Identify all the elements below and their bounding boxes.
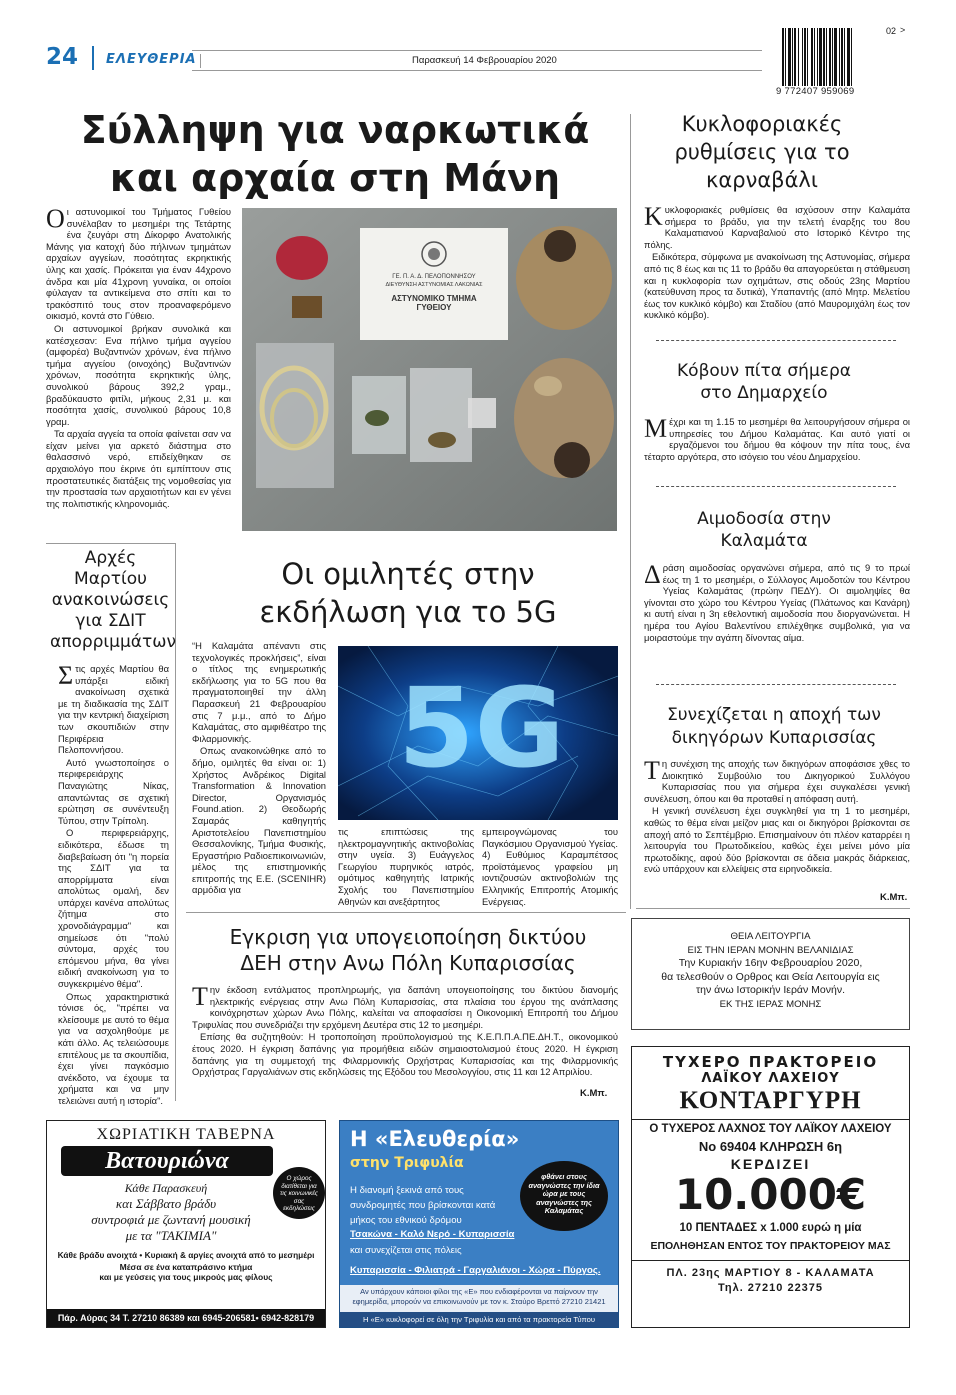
main-headline — [40, 106, 630, 202]
drop-cap: Σ — [58, 661, 74, 690]
barcode-arrow-icon: > — [900, 25, 906, 35]
sdit-headline: Αρχές Μαρτίου ανακοινώσεις για ΣΔΙΤ απορριμμάτων — [50, 548, 176, 652]
deh-signature: Κ.Μπ. — [580, 1088, 608, 1099]
main-headline-line2: και αρχαία στη Μάνη — [109, 156, 561, 200]
g5-image — [338, 646, 618, 820]
g5-right-col: εμπειρογνώμονας του Παγκόσμιου Οργανισμού Υγείας. 4) Ευθύμιος Καραμπέτσος προϊστάμενος γραφείου μη ιοντιζουσών ακτινοβολιών της Ελληνικής Επιτροπής Ατομικής Ενέργειας. — [482, 826, 618, 907]
deh-headline: Εγκριση για υπογειοποίηση δικτύου ΔΕΗ στην Ανω Πόλη Κυπαρισσίας — [229, 925, 587, 975]
lawyers-headline: Συνεχίζεται η αποχή των δικηγόρων Κυπαρισσίας — [667, 705, 881, 748]
page-header — [40, 44, 760, 74]
pita-headline: Κόβουν πίτα σήμερα στο Δημαρχείο — [677, 361, 851, 403]
sdit-body: Στις αρχές Μαρτίου θα υπάρξει ειδική ανακοίνωση σχετικά με τη διαδικασία της ΣΔΙΤ για την κεντρική διαχείριση των σκουπιδιών στην Περιφέρεια Πελοποννήσου. Αυτό γνωστοποίησε ο περιφερειάρχης Παναγιώτης Νίκας, απαντώντας σε σχετική ερώτηση σε συνέντευξη Τύπου, στην Τρίπολη. Ο περιφερειάρχης, ειδικότερα, έδωσε τη διαβεβαίωση ότι "η πορεία της ΣΔΙΤ για τα απορρίμματα είναι απολύτως ομαλή, δεν υπάρχει κανένα απολύτως ζήτημα στο χρονοδιάγραμμα" και σημείωσε ότι "πολύ σύντομα, αρχές του επόμενου μήνα, θα γίνει ειδική ανακοίνωση για το συγκεκριμένο θέμα". Οπως χαρακτηριστικά τόνισε ός, "πρέπει να κλείσουμε με αυτό το θέμα για να ασχοληθούμε με κάτι άλλο. Ας τελειώσουμε επιτέλους με τα σκουπίδια, έχει γίνει παγκόσμιο ανέκδοτο, να έχουμε τα χρήματα και να μην τελειώνει αυτή η ιστορία". — [58, 661, 169, 1106]
pita-body: Μέχρι και τη 1.15 το μεσημέρι θα λειτουργήσουν σήμερα οι υπηρεσίες του Δήμου Καλαμάτας. Και αυτό γιατί οι εργαζόμενοι του δήμου θα κόψουν την πίτα τους, ένα τέταρτο αργότερα, στο ισόγειο του νέου Δημαρχείου. — [644, 414, 910, 462]
page-number: 24 — [46, 44, 79, 70]
taverna-badge: Ο χώρος διατίθεται για τις κοινωνικές σας εκδηλώσεις — [273, 1167, 325, 1219]
lottery-ad: ΤΥΧΕΡΟ ΠΡΑΚΤΟΡΕΙΟ ΛΑΪΚΟΥ ΛΑΧΕΙΟΥ ΚΟΝΤΑΡΓΥΡΗ Ο ΤΥΧΕΡΟΣ ΛΑΧΝΟΣ ΤΟΥ ΛΑΪΚΟΥ ΛΑΧΕΙΟΥ Νο 69404 ΚΛΗΡΩΣΗ 6η ΚΕΡΔΙΖΕΙ 10.000€ 10 ΠΕΝΤΑΔΕΣ x 1.000 ευρώ η μία ΕΠΟΛΗΘΗΣΑΝ ΕΝΤΟΣ ΤΟΥ ΠΡΑΚΤΟΡΕΙΟΥ ΜΑΣ ΠΛ. 23ης ΜΑΡΤΙΟΥ 8 - ΚΑΛΑΜΑΤΑ Τηλ. 27210 22375 — [631, 1046, 910, 1328]
barcode-issue-code: 02 — [886, 26, 897, 36]
drop-cap: Κ — [644, 202, 663, 231]
drop-cap: Μ — [644, 414, 668, 443]
taverna-name: Βατουριώνα — [61, 1146, 273, 1176]
seized-items-photo — [242, 208, 617, 531]
carnival-body: Κυκλοφοριακές ρυθμίσεις θα ισχύσουν στην Καλαμάτα σήμερα το βράδυ, για την τελετή έναρξης του 8ου Καλαματιανού Καρναβαλιού στο Ιστορικό Κέντρο της πόλης. Ειδικότερα, σύμφωνα με ανακοίνωση της Αστυνομίας, σήμερα από τις 8 έως και τις 11 το βράδυ θα απαγορεύεται η στάθμευση και η κυκλοφορία των οχημάτων, στις οδούς 23ης Μαρτίου (κατεύθυνση προς τα δυτικά), Υπαπαντής (από Μητρ. Μελετίου έως τον κυκλικό κόμβο) και Σταδίου (από Μαυρομιχάλη έως τον κυκλικό κόμβο). — [644, 202, 910, 321]
trifylia-ad: Η «Ελευθερία» στην Τριφυλία φθάνει στους αναγνώστες την ίδια ώρα με τους αναγνώστες της Καλαμάτας Η διανομή ξεκινά από τους συνδρομητές που βρίσκονται κατά μήκος του εθνικού δρόμου Τσακώνα - Καλό Νερό - Κυπαρισσία και συνεχίζεται στις πόλεις Κυπαρισσία - Φιλιατρά - Γαργαλιάνοι - Χώρα - Πύργος. Αν υπάρχουν κάποιοι φίλοι της «Ε» που ενδιαφέρονται να παίρνουν την εφημερίδα, μπορούν να επικοινωνούν με τον κ. Σταύρο Βρεττό 27210 21421 Η «Ε» κυκλοφορεί σε όλη την Τριφυλία και από τα πρακτορεία Τύπου — [339, 1120, 619, 1328]
barcode — [778, 26, 912, 98]
blood-body: Δράση αιμοδοσίας οργανώνει σήμερα, από τις 9 το πρωί έως τη 1 το μεσημέρι, ο Σύλλογος Αιμοδοτών του Κέντρου Υγείας Καλαμάτας (πρώην ΠΕΔΥ). Οι αιμοληψίες θα γίνονται στο χώρο του Κέντρου Υγείας (Πλάτωνος και Κανάρη) κι αυτή είναι η 3η εθελοντική αιμοδοσία που διοργανώνεται. Η ημέρα του Αγίου Βαλεντίνου επιλέχθηκε συμβολικά, για να μοιραστούμε την αγάπη δίνοντας αίμα. — [644, 560, 910, 643]
carnival-headline: Κυκλοφοριακές ρυθμίσεις για το καρναβάλι — [674, 112, 850, 192]
drop-cap: Τ — [644, 756, 660, 785]
masthead: ΕΛΕΥΘΕΡΙΑ — [106, 52, 197, 67]
drop-cap: Τ — [192, 982, 208, 1011]
police-sign: ΓΕ. Π. Α. Δ. ΠΕΛΟΠΟΝΝΗΣΟΥ ΔΙΕΥΘΥΝΣΗ ΑΣΤΥΝΟΜΙΑΣ ΛΑΚΩΝΙΑΣ ΑΣΤΥΝΟΜΙΚΟ ΤΜΗΜΑ ΓΥΘΕΙΟΥ — [385, 274, 483, 312]
drop-cap: Δ — [644, 560, 661, 589]
deh-body: Την έκδοση εντάλματος προπληρωμής, για δαπάνη υπογειοποίησης του δικτύου διανομής ηλεκτρικής ενέργειας στην Ανω Πόλη Κυπαρισσίας, στα πλαίσια του έργου της ανάπλασης κοινόχρηστων χώρων Ανω Πόλης, καλείται να αποφασίσει η Οικονομική Επιτροπή του Δήμου Τριφυλίας που συνεδριάζει την ερχόμενη Δευτέρα στις 12 το μεσημέρι. Επίσης θα συζητηθούν: Η τροποποίηση προϋπολογισμού της Κ.Ε.Π.Π.Α.ΠΕ.ΔΗ.Τ., οικονομικού έτους 2020. Η έγκριση δαπάνης για προμήθεια ειδών σημαιοστολισμού έτους 2020. Η έγκριση δαπάνης για τη συμμετοχή της Φιλαρμονικής Ορχήστρας Κυπαρισσίας και της Φιλαρμονικής Ορχήστρας Γαργαλιάνων στις εκδηλώσεις της Εξόδου του Μεσολογγίου, στις 11 και 12 Απριλίου. — [192, 982, 618, 1078]
liturgy-notice: ΘΕΙΑ ΛΕΙΤΟΥΡΓΙΑ ΕΙΣ ΤΗΝ ΙΕΡΑΝ ΜΟΝΗΝ ΒΕΛΑΝΙΔΙΑΣ Την Κυριακήν 16ην Φεβρουαρίου 2020, θα τελεσθούν ο Ορθρος και Θεία Λειτουργία εις την άνω Ιστορικήν Ιεράν Μονήν. ΕΚ ΤΗΣ ΙΕΡΑΣ ΜΟΝΗΣ — [631, 918, 910, 1030]
g5-mid-col: τις επιπτώσεις της ηλεκτρομαγνητικής ακτινοβολίας στην υγεία. 3) Ευάγγελος Γεωργίου πυρηνικός ιατρός, ομότιμος καθηγητής Ιατρικής Σχολής του Πανεπιστημίου Αθηνών και ανεξάρτητος — [338, 826, 474, 907]
barcode-number: 9 772407 959069 — [776, 86, 855, 97]
main-headline-line1: Σύλληψη για ναρκωτικά — [80, 108, 590, 152]
g5-headline: Οι ομιλητές στην εκδήλωση για το 5G — [259, 557, 557, 629]
trifylia-badge: φθάνει στους αναγνώστες την ίδια ώρα με τους αναγνώστες της Καλαμάτας — [520, 1161, 608, 1231]
sdit-box — [46, 543, 176, 1106]
main-story-body: Οι αστυνομικοί του Τμήματος Γυθείου συνέλαβαν το μεσημέρι της Τετάρτης ένα ζευγάρι στη Δίκορφο Ανατολικής Μάνης για κατοχή δύο πήλινων τμημάτων αρχαίων αγγείων, ποσότητας εκρηκτικής ύλης και χασίς. Πρόκειται για έναν 44χρονο άνδρα και μία 41χρονη γυναίκα, οι οποίοι φύλαγαν τα αντικείμενα στο σπίτι και το τρακόσπιτό τους στον προαναφερόμενο οικισμό, κοντά στο Γύθειο. Οι αστυνομικοί βρήκαν συνολικά και κατέσχεσαν: Ενα πήλινο τμήμα αγγείου (αμφορέα) Βυζαντινών χρόνων, ένα πήλινο τμήμα αγγείου (οινοχόης) Βυζαντινών χρόνων, ποσότητα εκρηκτικής ύλης, συνολικού βάρους 392,2 γραμ., βραδύκαυστο φιτίλι, μήκους 2,31 μ. και ποσότητα χασίς, συνολικού βάρους 10,8 γραμ. Τα αρχαία αγγεία τα οποία φαίνεται σαν να είχαν μείνει για αρκετό διάστημα στο θαλασσινό νερό, επιδείχθηκαν σε αρχαιολόγο που έκρινε ότι εμπίπτουν στις προστατευτικές διατάξεις της νομοθεσίας για την προστασία των αρχαιοτήτων και εν γένει της πολιτιστικής κληρονομιάς. — [46, 204, 231, 509]
blood-headline: Αιμοδοσία στην Καλαμάτα — [697, 509, 831, 551]
drop-cap: Ο — [46, 204, 65, 233]
taverna-ad: ΧΩΡΙΑΤΙΚΗ ΤΑΒΕΡΝΑ Βατουριώνα Ο χώρος διατίθεται για τις κοινωνικές σας εκδηλώσεις Κάθε Παρασκευή και Σάββατο βράδυ συντροφιά με ζωντανή μουσική με τα "ΤΑΚΙΜΙΑ" Κάθε βράδυ ανοιχτά • Κυριακή & αργίες ανοιχτά από το μεσημέρι Μέσα σε ένα καταπράσινο κτήμα και με γεύσεις για τους μικρούς μας φίλους Πάρ. Αύρας 34 Τ. 27210 86389 και 6945-206581• 6942-828179 — [46, 1120, 326, 1328]
g5-image-text: 5G — [398, 664, 565, 792]
issue-date: Παρασκευή 14 Φεβρουαρίου 2020 — [412, 55, 557, 66]
lawyers-signature: Κ.Μπ. — [880, 892, 908, 903]
lawyers-body: Τη συνέχιση της αποχής των δικηγόρων αποφάσισε χθες το Διοικητικό Συμβούλιο του Δικηγορικού Συλλόγου Κυπαρισσίας που για σήμερα έχει συγκαλέσει γενική συνέλευση, όπου και θα προταθεί η απόφαση αυτή. Η γενική συνέλευση έχει συγκληθεί για τη 1 το μεσημέρι, καθώς το θέμα είναι μείζον μιας και οι δικηγόροι βρίσκονται σε αποχή από το Σεπτέμβριο. Επισημαίνουν ότι πλέον καταρρέει η λειτουργία του Πρωτοδικείου, καθώς έχει μείνει μόνο μία πρωτοδίκης, αφού δύο βρίσκονται σε άδεια μακράς διάρκειας, ενώ υπάρχουν και ελλείψεις στα ειρηνοδικεία. — [644, 756, 910, 875]
g5-left-col: “Η Καλαμάτα απέναντι στις τεχνολογικές προκλήσεις”, είναι ο τίτλος της ενημερωτικής εκδήλωσης για το 5G που θα πραγματοποιηθεί την άλλη Παρασκευή 21 Φεβρουαρίου στις 7 μ.μ., από το Δήμο Καλαμάτας, στο αμφιθέατρο της Φιλαρμονικής. Οπως ανακοινώθηκε από το δήμο, ομιλητές θα είναι οι: 1) Χρήστος Ανδρέικος Digital Transformation & Innovation Director, Οργανισμός Found.ation. 2) Θεοδωρής Σαμαράς καθηγητής Αριστοτελείου Πανεπιστημίου Θεσσαλονίκης, Τμήμα Φυσικής, Εργαστήριο Ραδιοεπικοινωνιών, μέλος της επιστημονικής επιτροπής της Ε.Ε. (SCENIHR) αρμόδια για — [192, 640, 326, 896]
